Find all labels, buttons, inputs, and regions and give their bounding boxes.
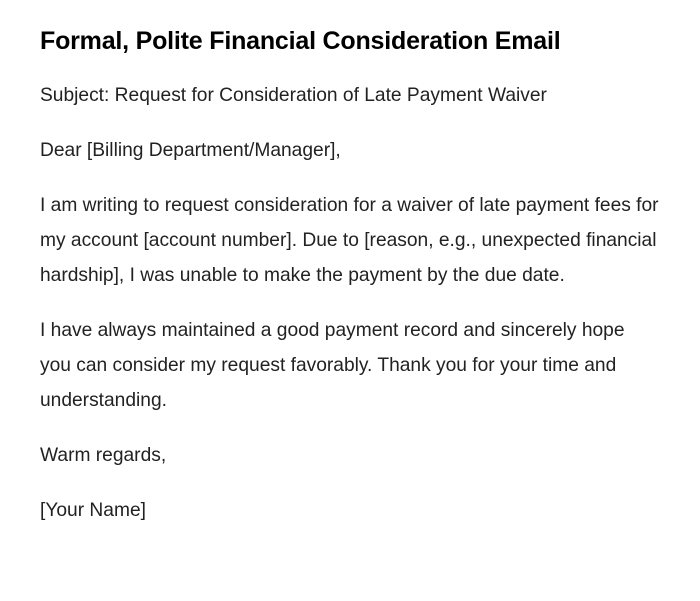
email-salutation: Dear [Billing Department/Manager], [40, 140, 341, 161]
email-body-paragraph-2: I have always maintained a good payment record and sincerely hope you can consider my request favorably. Thank you for your time and understanding. [40, 320, 625, 411]
email-closing: Warm regards, [40, 445, 167, 466]
email-body-paragraph-1: I am writing to request consideration for a waiver of late payment fees for my account [account number]. Due to [reason, e.g., unexpected financial hardship], I was unable to make the payment by the due date. [40, 195, 659, 286]
document-title: Formal, Polite Financial Consideration Email [40, 27, 561, 55]
email-signature: [Your Name] [40, 500, 146, 521]
email-subject: Subject: Request for Consideration of Late Payment Waiver [40, 85, 547, 106]
